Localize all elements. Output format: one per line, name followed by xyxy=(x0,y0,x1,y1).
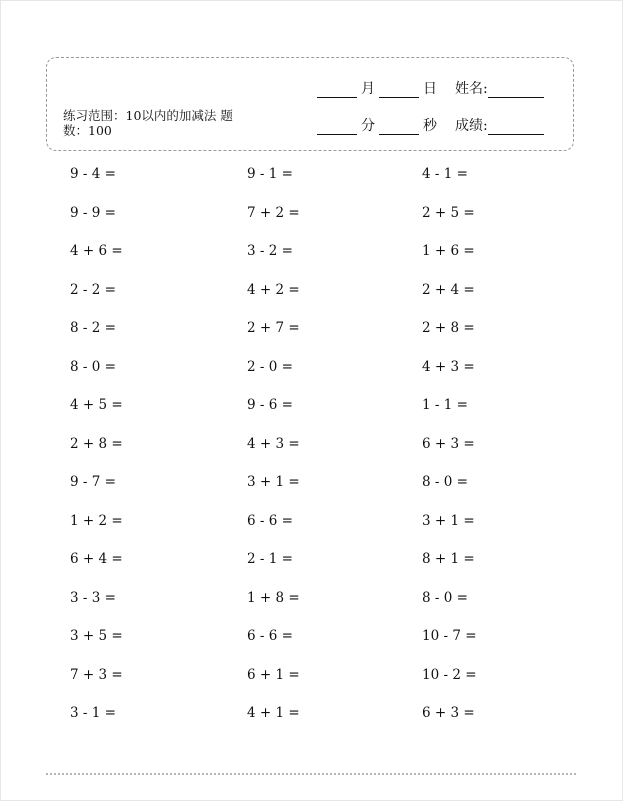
math-problem: 1 + 2 = xyxy=(70,512,123,529)
time-score-row xyxy=(317,115,544,135)
math-problem: 3 + 1 = xyxy=(247,474,300,490)
math-problem: 8 - 0 = xyxy=(422,589,468,606)
math-problem: 8 - 0 = xyxy=(422,474,468,490)
math-problem: 2 + 8 = xyxy=(70,435,123,452)
minute-blank[interactable] xyxy=(317,118,357,135)
math-problem: 1 + 8 = xyxy=(247,589,300,606)
score-label: 成绩: xyxy=(455,118,488,134)
math-problem: 1 - 1 = xyxy=(422,397,468,413)
math-problem: 4 - 1 = xyxy=(422,166,468,182)
math-problem: 9 - 1 = xyxy=(247,166,293,182)
math-problem: 4 + 3 = xyxy=(422,358,475,375)
second-blank[interactable] xyxy=(379,118,419,135)
day-blank[interactable] xyxy=(379,81,419,98)
practice-scope: 练习范围：10以内的加减法 题数：100 xyxy=(63,108,233,138)
math-problem: 4 + 6 = xyxy=(70,243,123,259)
math-problem: 3 + 1 = xyxy=(422,512,475,529)
math-problem: 2 + 7 = xyxy=(247,320,300,336)
math-problem: 2 - 0 = xyxy=(247,358,293,375)
math-problem: 4 + 3 = xyxy=(247,435,300,452)
math-problem: 8 - 0 = xyxy=(70,358,116,375)
math-problem: 4 + 5 = xyxy=(70,397,123,413)
math-problem: 6 + 1 = xyxy=(247,666,300,683)
math-problem: 2 - 2 = xyxy=(70,281,116,298)
math-problem: 6 - 6 = xyxy=(247,512,293,529)
math-problem: 6 - 6 = xyxy=(247,628,293,644)
math-problem: 1 + 6 = xyxy=(422,243,475,259)
math-problem: 8 + 1 = xyxy=(422,551,475,567)
math-problem: 3 - 3 = xyxy=(70,589,116,606)
math-problem: 2 + 5 = xyxy=(422,204,475,221)
math-problem: 9 - 7 = xyxy=(70,474,116,490)
math-problem: 7 + 3 = xyxy=(70,666,123,683)
math-problem: 10 - 2 = xyxy=(422,666,477,683)
math-problem: 6 + 3 = xyxy=(422,435,475,452)
second-label: 秒 xyxy=(423,118,437,134)
math-problem: 9 - 6 = xyxy=(247,397,293,413)
math-problem: 2 + 8 = xyxy=(422,320,475,336)
math-problem: 8 - 2 = xyxy=(70,320,116,336)
math-problem: 9 - 4 = xyxy=(70,166,116,182)
math-problem: 2 + 4 = xyxy=(422,281,475,298)
date-name-row xyxy=(317,78,544,98)
math-problem: 3 - 1 = xyxy=(70,705,116,721)
math-problem: 6 + 4 = xyxy=(70,551,123,567)
math-problem: 2 - 1 = xyxy=(247,551,293,567)
math-problem: 7 + 2 = xyxy=(247,204,300,221)
math-problem: 3 + 5 = xyxy=(70,628,123,644)
day-label: 日 xyxy=(423,81,437,97)
footer-divider xyxy=(46,773,576,775)
math-problem: 6 + 3 = xyxy=(422,705,475,721)
worksheet-header xyxy=(46,57,574,151)
score-blank[interactable] xyxy=(488,118,544,135)
name-label: 姓名: xyxy=(455,81,488,97)
math-problem: 4 + 2 = xyxy=(247,281,300,298)
minute-label: 分 xyxy=(361,118,375,134)
math-problem: 4 + 1 = xyxy=(247,705,300,721)
math-problem: 3 - 2 = xyxy=(247,243,293,259)
math-problem: 10 - 7 = xyxy=(422,628,477,644)
month-blank[interactable] xyxy=(317,81,357,98)
math-problem: 9 - 9 = xyxy=(70,204,116,221)
name-blank[interactable] xyxy=(488,81,544,98)
month-label: 月 xyxy=(361,81,375,97)
